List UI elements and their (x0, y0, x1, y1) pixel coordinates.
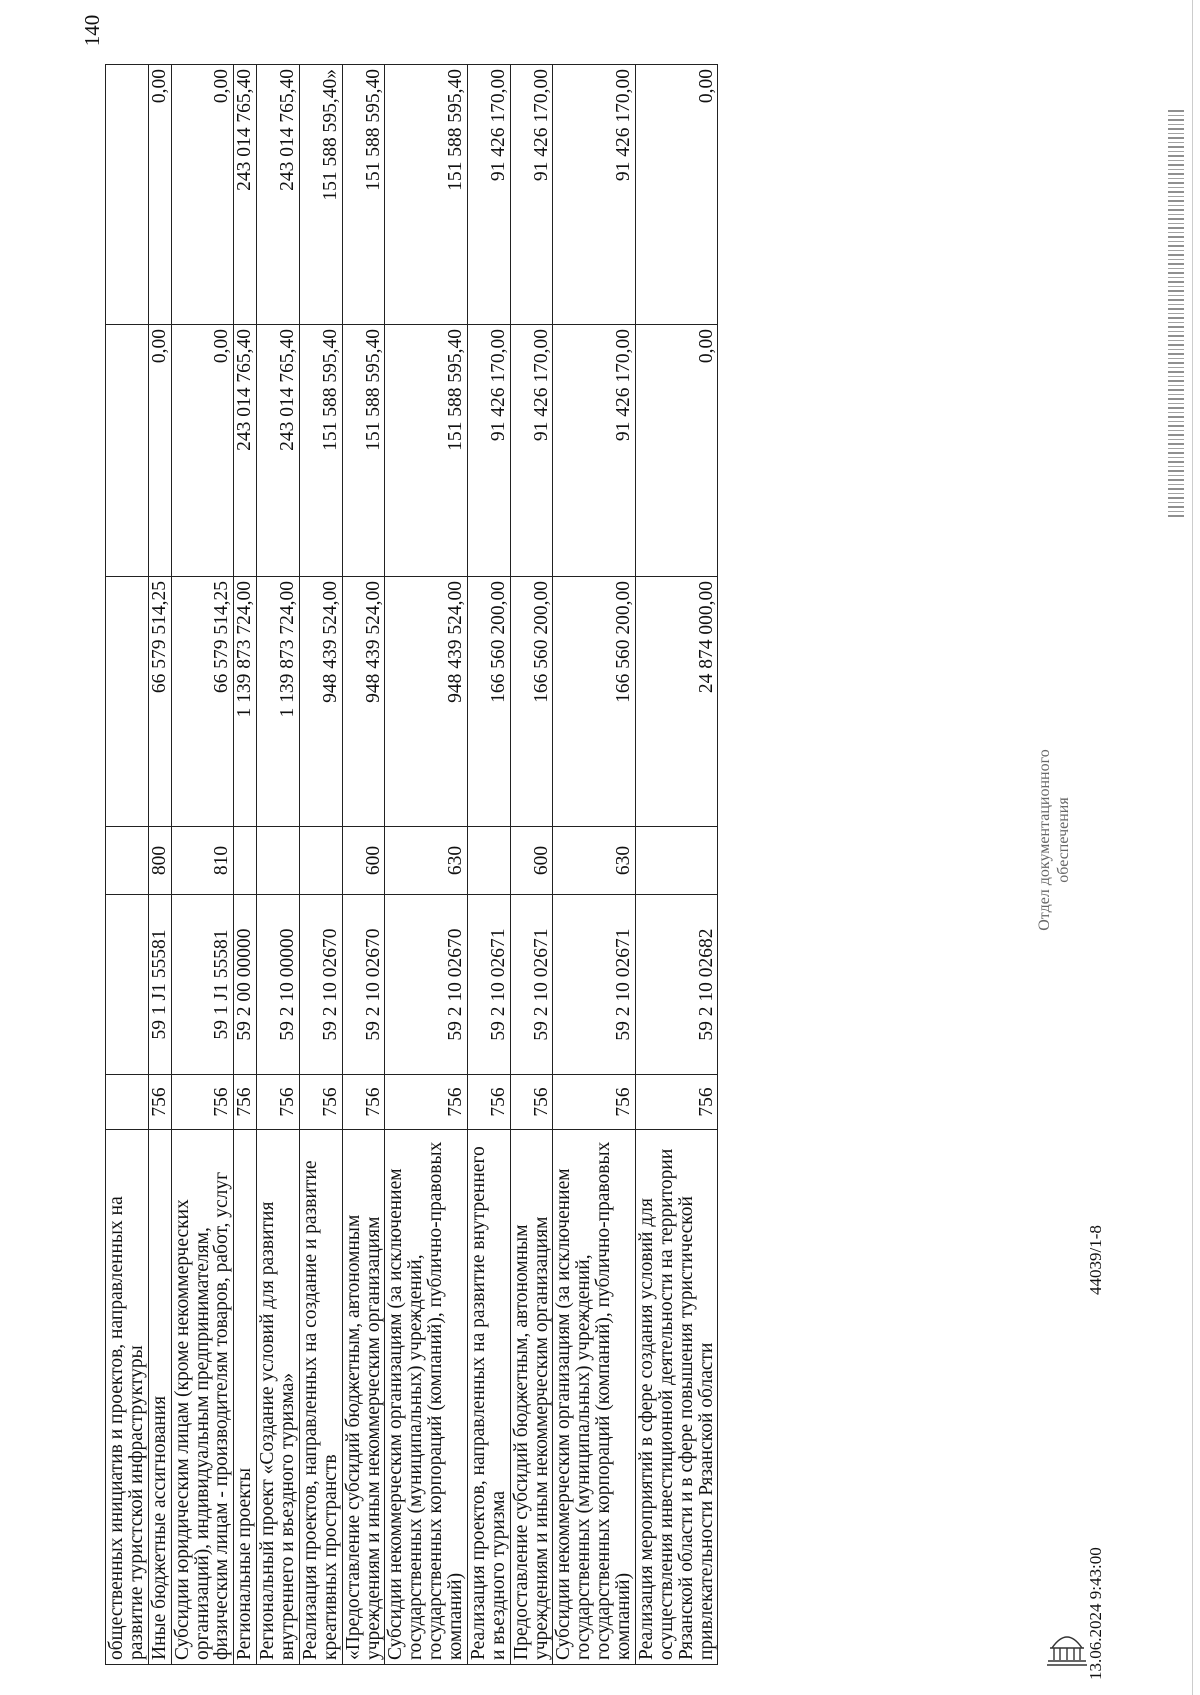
stamp-line-1: Отдел документационного (1036, 749, 1053, 931)
row-sum-1: 948 439 524,00 (342, 577, 385, 827)
row-description: общественных инициатив и проектов, направленных на развитие туристской инфраструктуры (106, 1130, 149, 1665)
row-sum-1: 948 439 524,00 (299, 577, 342, 827)
budget-table-stage (105, 65, 985, 1665)
row-expense-type (106, 827, 149, 895)
table-row (234, 65, 257, 1665)
stamp-line-2: обеспечения (1055, 797, 1073, 883)
row-target-article: 59 2 10 02670 (385, 895, 468, 1075)
row-sum-3: 0,00 (171, 65, 234, 325)
row-description: Субсидии некоммерческим организациям (за исключением государственных (муниципальных) учреждений, государственных корпораций (компаний), публично-правовых компаний) (553, 1130, 636, 1665)
row-sum-3: 0,00 (148, 65, 171, 325)
row-sum-1: 166 560 200,00 (553, 577, 636, 827)
row-sum-2: 0,00 (171, 325, 234, 577)
department-stamp (1035, 680, 1105, 1000)
row-ved-code: 756 (510, 1075, 553, 1130)
table-row (385, 65, 468, 1665)
row-sum-2: 151 588 595,40 (299, 325, 342, 577)
row-sum-3: 91 426 170,00 (553, 65, 636, 325)
row-expense-type: 600 (342, 827, 385, 895)
row-expense-type: 800 (148, 827, 171, 895)
table-row (510, 65, 553, 1665)
table-row (342, 65, 385, 1665)
row-description: Предоставление субсидий бюджетным, автономным учреждениям и иным некоммерческим организациям (510, 1130, 553, 1665)
row-sum-2: 243 014 765,40 (257, 325, 300, 577)
row-target-article: 59 1 J1 55581 (148, 895, 171, 1075)
row-description: Субсидии юридическим лицам (кроме некоммерческих организаций), индивидуальным предпринимателям, физическим лицам - производителям товаров, работ, услуг (171, 1130, 234, 1665)
row-sum-3: 151 588 595,40» (299, 65, 342, 325)
row-sum-2: 91 426 170,00 (467, 325, 510, 577)
row-ved-code: 756 (234, 1075, 257, 1130)
row-sum-3: 151 588 595,40 (342, 65, 385, 325)
table-row (171, 65, 234, 1665)
row-sum-1: 948 439 524,00 (385, 577, 468, 827)
row-sum-2: 151 588 595,40 (342, 325, 385, 577)
row-description: «Предоставление субсидий бюджетным, автономным учреждениям и иным некоммерческим организациям (342, 1130, 385, 1665)
row-expense-type: 630 (385, 827, 468, 895)
row-target-article: 59 2 10 02671 (553, 895, 636, 1075)
row-sum-1: 66 579 514,25 (148, 577, 171, 827)
row-description: Реализация проектов, направленных на создание и развитие креативных пространств (299, 1130, 342, 1665)
row-expense-type: 630 (553, 827, 636, 895)
row-target-article: 59 2 10 00000 (257, 895, 300, 1075)
duma-logo-icon (1044, 1618, 1090, 1673)
row-expense-type (234, 827, 257, 895)
row-expense-type (299, 827, 342, 895)
table-row (257, 65, 300, 1665)
row-target-article: 59 1 J1 55581 (171, 895, 234, 1075)
table-row (635, 65, 718, 1665)
row-sum-1: 1 139 873 724,00 (257, 577, 300, 827)
footer-code: 44039/1-8 (1086, 1225, 1105, 1295)
row-ved-code: 756 (553, 1075, 636, 1130)
row-sum-1: 24 874 000,00 (635, 577, 718, 827)
barcode (1168, 110, 1184, 520)
row-sum-2: 0,00 (148, 325, 171, 577)
page-number: 140 (80, 14, 104, 47)
row-sum-1: 166 560 200,00 (467, 577, 510, 827)
table-row (467, 65, 510, 1665)
row-sum-3: 91 426 170,00 (510, 65, 553, 325)
row-sum-3: 0,00 (635, 65, 718, 325)
row-sum-1: 66 579 514,25 (171, 577, 234, 827)
row-sum-2: 91 426 170,00 (553, 325, 636, 577)
document-footer (1080, 990, 1160, 1690)
row-sum-3: 243 014 765,40 (257, 65, 300, 325)
table-row (553, 65, 636, 1665)
row-sum-3: 151 588 595,40 (385, 65, 468, 325)
row-expense-type: 600 (510, 827, 553, 895)
row-target-article: 59 2 00 00000 (234, 895, 257, 1075)
table-row (299, 65, 342, 1665)
row-target-article: 59 2 10 02671 (467, 895, 510, 1075)
row-sum-1: 1 139 873 724,00 (234, 577, 257, 827)
row-expense-type (257, 827, 300, 895)
budget-table (105, 64, 718, 1665)
row-sum-1: 166 560 200,00 (510, 577, 553, 827)
row-ved-code: 756 (299, 1075, 342, 1130)
footer-date: 13.06.2024 9:43:00 (1086, 1547, 1105, 1680)
row-description: Иные бюджетные ассигнования (148, 1130, 171, 1665)
row-ved-code: 756 (635, 1075, 718, 1130)
row-sum-3: 243 014 765,40 (234, 65, 257, 325)
row-description: Реализация проектов, направленных на развитие внутреннего и въездного туризма (467, 1130, 510, 1665)
table-row (106, 65, 149, 1665)
row-expense-type (467, 827, 510, 895)
row-sum-2: 243 014 765,40 (234, 325, 257, 577)
row-description: Субсидии некоммерческим организациям (за исключением государственных (муниципальных) учреждений, государственных корпораций (компаний), публично-правовых компаний) (385, 1130, 468, 1665)
row-ved-code: 756 (385, 1075, 468, 1130)
row-ved-code: 756 (148, 1075, 171, 1130)
row-sum-1 (106, 577, 149, 827)
row-sum-2: 151 588 595,40 (385, 325, 468, 577)
row-sum-3: 91 426 170,00 (467, 65, 510, 325)
row-description: Региональные проекты (234, 1130, 257, 1665)
row-sum-2: 91 426 170,00 (510, 325, 553, 577)
row-description: Региональный проект «Создание условий для развития внутреннего и въездного туризма» (257, 1130, 300, 1665)
row-target-article: 59 2 10 02682 (635, 895, 718, 1075)
row-ved-code: 756 (257, 1075, 300, 1130)
row-expense-type (635, 827, 718, 895)
row-ved-code: 756 (171, 1075, 234, 1130)
scan-edge-line (1192, 0, 1193, 1695)
row-sum-2 (106, 325, 149, 577)
row-expense-type: 810 (171, 827, 234, 895)
row-description: Реализация мероприятий в сфере создания условий для осуществления инвестиционной деятельности на территории Рязанской области и в сфере повышения туристической привлекательности Рязанской области (635, 1130, 718, 1665)
table-row (148, 65, 171, 1665)
row-target-article: 59 2 10 02670 (342, 895, 385, 1075)
row-sum-2: 0,00 (635, 325, 718, 577)
row-ved-code: 756 (342, 1075, 385, 1130)
row-target-article (106, 895, 149, 1075)
row-ved-code (106, 1075, 149, 1130)
row-target-article: 59 2 10 02670 (299, 895, 342, 1075)
row-target-article: 59 2 10 02671 (510, 895, 553, 1075)
budget-table-body (106, 65, 718, 1665)
row-ved-code: 756 (467, 1075, 510, 1130)
row-sum-3 (106, 65, 149, 325)
